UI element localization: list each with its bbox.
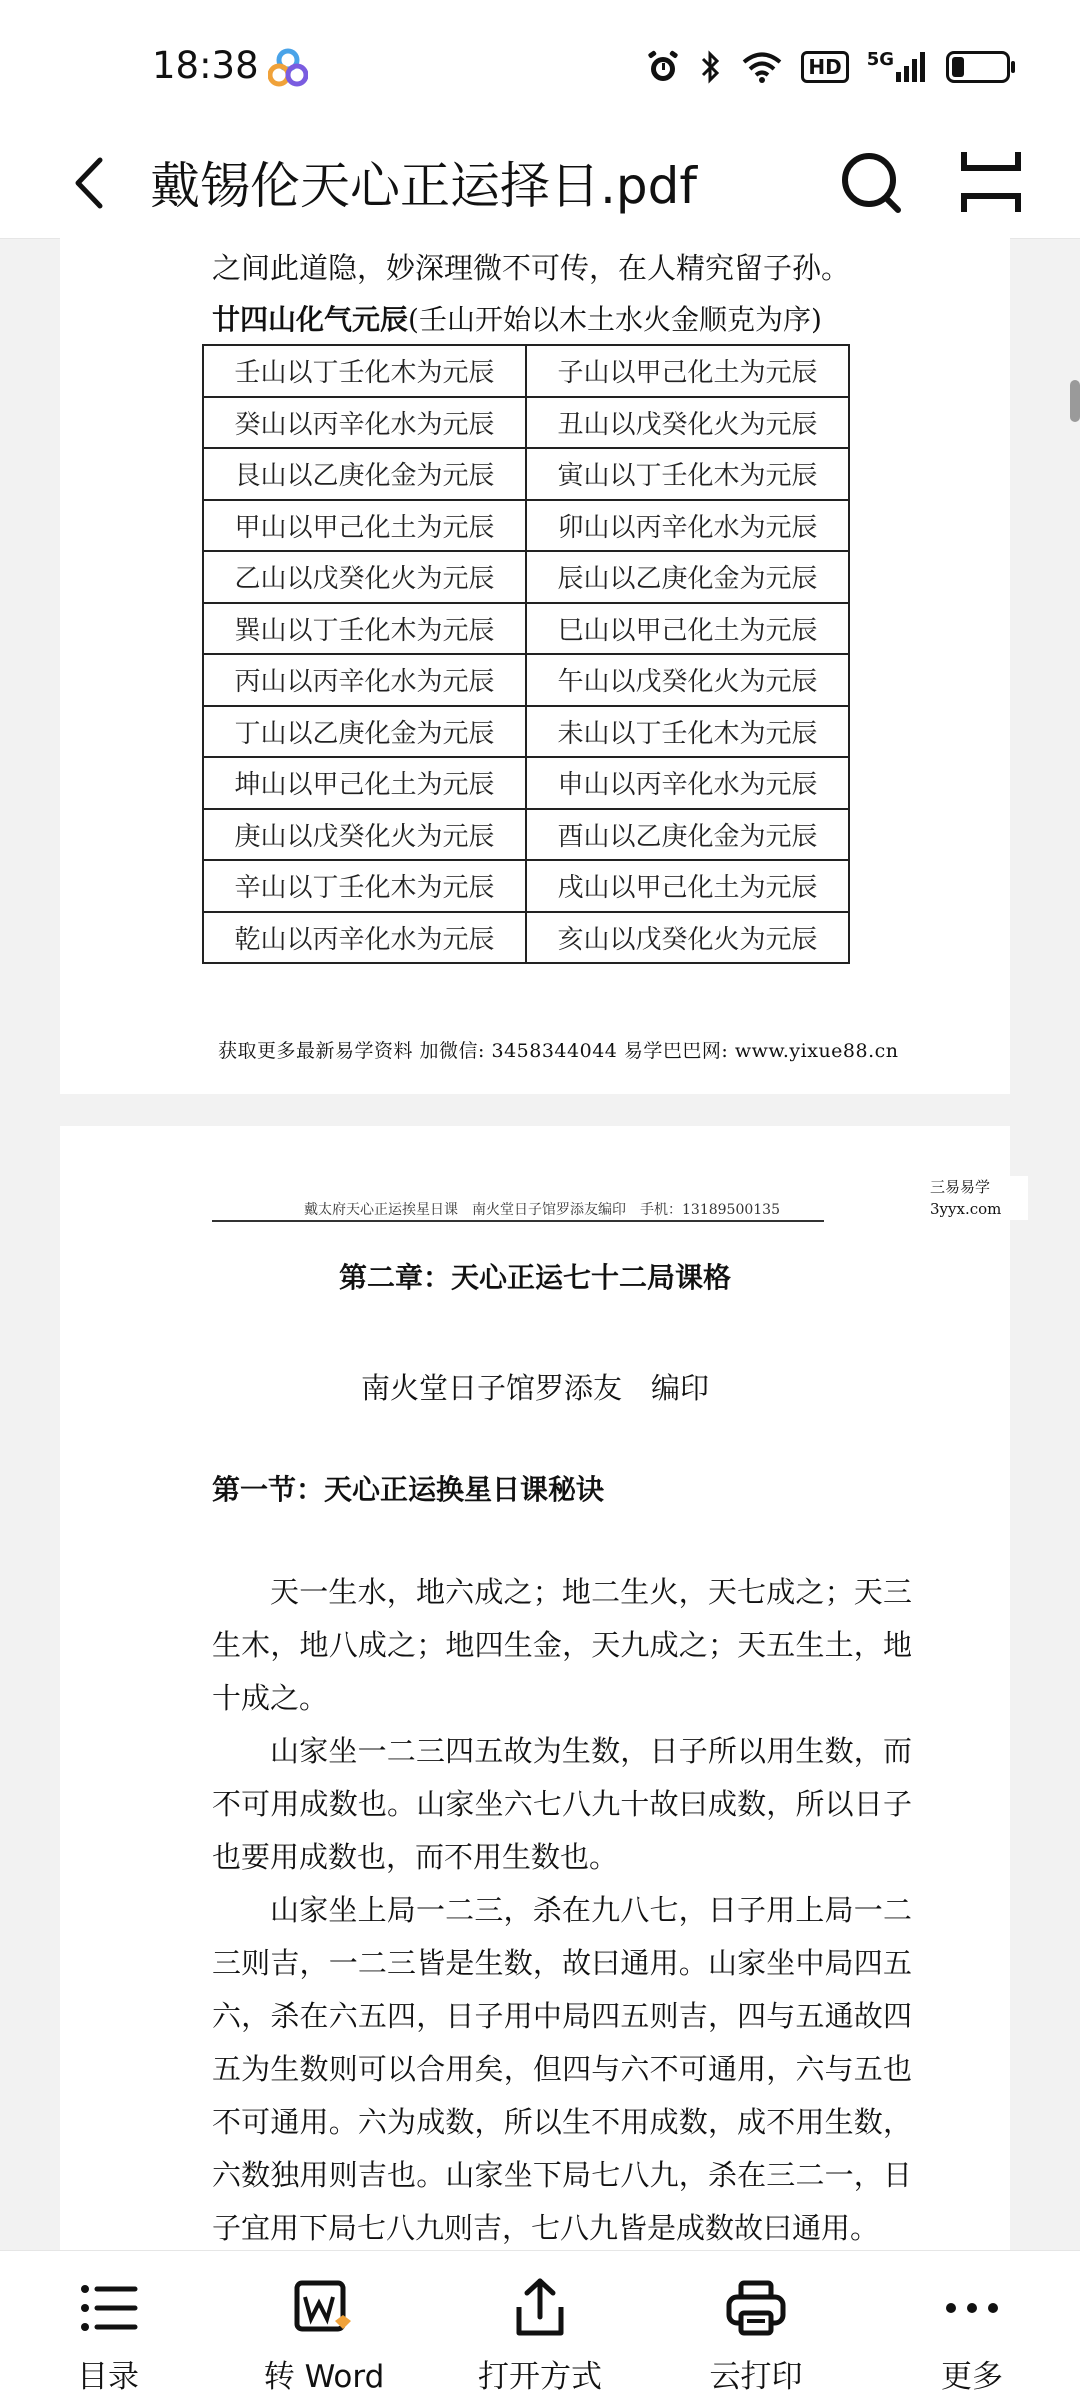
- table-cell: 卯山以丙辛化水为元辰: [526, 500, 849, 552]
- table-row: [203, 551, 849, 603]
- more-button[interactable]: [892, 2251, 1052, 2401]
- table-cell: 未山以丁壬化木为元辰: [526, 706, 849, 758]
- toolbar-label: 转 Word: [263, 2359, 385, 2395]
- alarm-icon: [645, 49, 681, 85]
- table-cell: 辛山以丁壬化木为元辰: [203, 860, 526, 912]
- hd-badge: HD: [801, 51, 848, 83]
- table-cell: 丁山以乙庚化金为元辰: [203, 706, 526, 758]
- pdf-page-2: [60, 1126, 1010, 2256]
- convert-word-icon: [291, 2275, 357, 2341]
- table-row: [203, 500, 849, 552]
- status-bar: [0, 0, 1080, 130]
- table-heading: [212, 298, 822, 338]
- battery-icon: [946, 51, 1010, 83]
- list-icon: [75, 2275, 141, 2341]
- cloud-print-button[interactable]: [676, 2251, 836, 2401]
- table-row: [203, 345, 849, 397]
- table-cell: 庚山以戊癸化火为元辰: [203, 809, 526, 861]
- table-cell: 艮山以乙庚化金为元辰: [203, 448, 526, 500]
- table-cell: 子山以甲己化土为元辰: [526, 345, 849, 397]
- table-cell: 坤山以甲己化土为元辰: [203, 757, 526, 809]
- page-footer-ad: 获取更多最新易学资料 加微信: 3458344044 易学巴巴网: www.yixue88.cn: [218, 1040, 899, 1062]
- convert-word-button[interactable]: [244, 2251, 404, 2401]
- watermark-line: 三易易学: [930, 1178, 991, 1196]
- table-heading-note: (壬山开始以木土水火金顺克为序): [408, 303, 822, 336]
- table-row: [203, 757, 849, 809]
- table-heading-bold: 廿四山化气元辰: [212, 303, 409, 336]
- toolbar-label: 打开方式: [478, 2359, 602, 2395]
- wifi-icon: [741, 50, 783, 84]
- app-notification-icon: [268, 48, 308, 88]
- signal-icon: [867, 50, 928, 84]
- table-cell: 寅山以丁壬化木为元辰: [526, 448, 849, 500]
- table-cell: 戌山以甲己化土为元辰: [526, 860, 849, 912]
- table-cell: 壬山以丁壬化木为元辰: [203, 345, 526, 397]
- author-line: 南火堂日子馆罗添友 编印: [360, 1371, 709, 1405]
- scrollbar-thumb[interactable]: [1070, 380, 1080, 422]
- table-row: [203, 809, 849, 861]
- status-icons: [645, 46, 1010, 88]
- yuanchen-table: [202, 344, 850, 964]
- bluetooth-icon: [699, 49, 723, 85]
- table-cell: 巳山以甲己化土为元辰: [526, 603, 849, 655]
- table-cell: 亥山以戊癸化火为元辰: [526, 912, 849, 964]
- watermark: [922, 1176, 1028, 1220]
- paragraph: 天一生水，地六成之；地二生火，天七成之；天三生木，地八成之；地四生金，天九成之；天五生土，地十成之。: [212, 1575, 912, 1715]
- table-cell: 辰山以乙庚化金为元辰: [526, 551, 849, 603]
- toolbar-label: 目录: [77, 2359, 139, 2395]
- search-icon[interactable]: [836, 144, 906, 220]
- watermark-line: 3yyx.com: [930, 1200, 1002, 1218]
- body-text: [212, 1566, 912, 2361]
- table-cell: 巽山以丁壬化木为元辰: [203, 603, 526, 655]
- paragraph: 山家坐上局一二三，杀在九八七，日子用上局一二三则吉，一二三皆是生数，故曰通用。山家坐中局四五六，杀在六五四，日子用中局四五则吉，四与五通故四五为生数则可以合用矣，但四与六不可通用，六与五也不可通用。六为成数，所以生不用成数，成不用生数，六数独用则吉也。山家坐下局七八九，杀在三二一，日子宜用下局七八九则吉，七八九皆是成数故曰通用。: [212, 1893, 912, 2245]
- pdf-page-1: [60, 238, 1010, 1094]
- bottom-toolbar: [0, 2250, 1080, 2401]
- document-title: 戴锡伦天心正运择日.pdf: [150, 157, 697, 215]
- table-row: [203, 912, 849, 964]
- table-cell: 癸山以丙辛化水为元辰: [203, 397, 526, 449]
- section-title: 第一节：天心正运换星日课秘诀: [212, 1473, 605, 1506]
- more-dots-icon: [939, 2275, 1005, 2341]
- paragraph: 山家坐一二三四五故为生数，日子所以用生数，而不可用成数也。山家坐六七八九十故曰成数，所以日子也要用成数也，而不用生数也。: [212, 1734, 912, 1874]
- table-cell: 午山以戊癸化火为元辰: [526, 654, 849, 706]
- table-cell: 丙山以丙辛化水为元辰: [203, 654, 526, 706]
- chapter-title: 第二章：天心正运七十二局课格: [338, 1261, 731, 1294]
- page-header-rule: [212, 1220, 824, 1222]
- back-arrow-icon[interactable]: [62, 148, 122, 218]
- page-text-line: 之间此道隐，妙深理微不可传，在人精究留子孙。: [212, 251, 851, 285]
- title-bar: [0, 130, 1080, 239]
- network-type-label: 5G: [866, 48, 894, 70]
- status-time: 18:38: [152, 44, 259, 87]
- table-row: [203, 706, 849, 758]
- page-header-text: 戴太府天心正运挨星日课 南火堂日子馆罗添友编印 手机：13189500135: [304, 1202, 780, 1218]
- table-cell: 乙山以戊癸化火为元辰: [203, 551, 526, 603]
- printer-icon: [723, 2275, 789, 2341]
- table-row: [203, 448, 849, 500]
- table-row: [203, 860, 849, 912]
- table-cell: 申山以丙辛化水为元辰: [526, 757, 849, 809]
- table-row: [203, 603, 849, 655]
- table-cell: 甲山以甲己化土为元辰: [203, 500, 526, 552]
- open-with-button[interactable]: [460, 2251, 620, 2401]
- expand-view-icon[interactable]: [956, 146, 1026, 218]
- toolbar-label: 云打印: [709, 2359, 803, 2395]
- share-icon: [507, 2275, 573, 2341]
- table-row: [203, 654, 849, 706]
- table-row: [203, 397, 849, 449]
- table-cell: 酉山以乙庚化金为元辰: [526, 809, 849, 861]
- toolbar-label: 更多: [941, 2359, 1003, 2395]
- table-cell: 乾山以丙辛化水为元辰: [203, 912, 526, 964]
- table-cell: 丑山以戊癸化火为元辰: [526, 397, 849, 449]
- toc-button[interactable]: [28, 2251, 188, 2401]
